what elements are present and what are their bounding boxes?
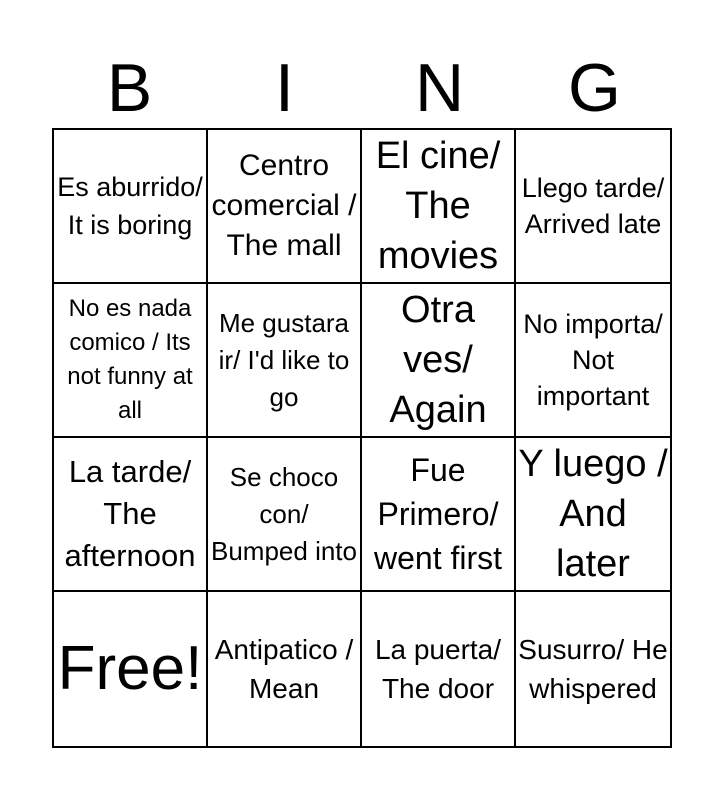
bingo-cell-text: Centro comercial / The mall [211,149,357,262]
bingo-cell-text: No es nada comico / Its not funny at all [67,295,193,424]
bingo-cell-text: Se choco con/ Bumped into [211,461,357,566]
bingo-cell[interactable] [54,284,208,438]
bingo-cell-text: Free! [57,634,203,703]
bingo-cell-text: La tarde/ The afternoon [64,454,196,573]
bingo-cell[interactable] [54,592,208,746]
bingo-cell[interactable] [208,438,362,592]
bingo-cell[interactable] [362,438,516,592]
bingo-cell[interactable] [516,438,670,592]
bingo-cell[interactable] [516,592,670,746]
bingo-header [52,52,672,124]
bingo-cell-text: Me gustara ir/ I'd like to go [218,307,350,412]
bingo-cell-text: Otra ves/ Again [389,289,487,431]
bingo-cell-text: Y luego / And later [518,443,668,585]
bingo-board [52,128,672,748]
bingo-cell[interactable] [208,592,362,746]
bingo-cell-text: La puerta/ The door [374,634,502,704]
bingo-cell-text: No importa/ Not important [523,309,663,411]
header-letter-g: G [568,50,621,126]
bingo-cell[interactable] [54,130,208,284]
bingo-cell[interactable] [362,130,516,284]
bingo-cell-text: El cine/ The movies [375,135,501,277]
bingo-cell[interactable] [516,130,670,284]
header-letter-i: I [275,50,294,126]
bingo-cell-text: Llego tarde/ Arrived late [521,173,665,239]
bingo-cell-text: Susurro/ He whispered [518,634,668,704]
bingo-cell[interactable] [516,284,670,438]
bingo-cell-text: Antipatico / Mean [214,634,354,704]
bingo-cell[interactable] [54,438,208,592]
bingo-cell[interactable] [362,592,516,746]
bingo-cell[interactable] [362,284,516,438]
bingo-cell[interactable] [208,284,362,438]
bingo-cell[interactable] [208,130,362,284]
bingo-cell-text: Es aburrido/ It is boring [57,172,203,240]
header-letter-n: N [414,50,465,126]
header-letter-b: B [106,50,153,126]
bingo-cell-text: Fue Primero/ went first [373,452,503,576]
